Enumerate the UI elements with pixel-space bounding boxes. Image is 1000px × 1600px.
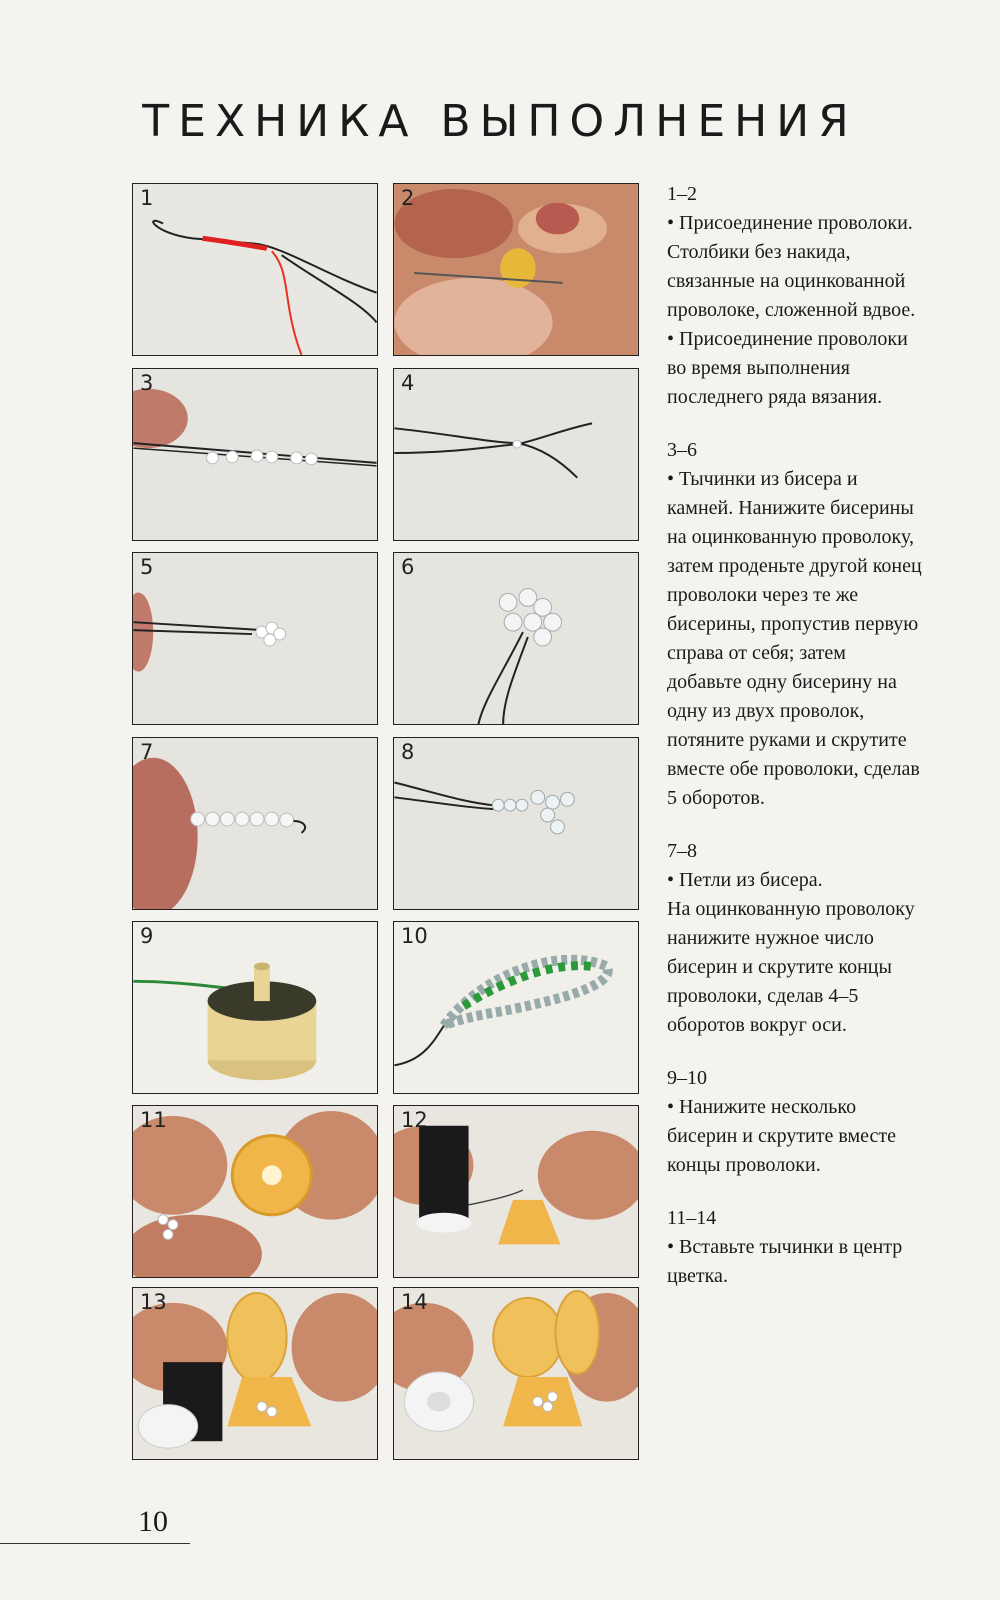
- photo-2-illustration: [394, 184, 638, 355]
- photo-6-illustration: [394, 553, 638, 724]
- photo-8-illustration: [394, 738, 638, 909]
- photo-number: 6: [401, 555, 415, 579]
- photo-11-illustration: [133, 1106, 377, 1277]
- photo-13-illustration: [133, 1288, 377, 1459]
- photo-step-7: [132, 737, 378, 910]
- step-paragraph: На оцинкованную проволоку нанижите нужное число бисерин и скрутите концы проволоки, сделав 4–5 оборотов вокруг оси.: [667, 898, 915, 1036]
- photo-step-11: [132, 1105, 378, 1278]
- photo-step-12: [393, 1105, 639, 1278]
- photo-number: 4: [401, 371, 415, 395]
- photo-number: 1: [140, 186, 154, 210]
- step-paragraph: • Присоединение проволоки во время выполнения последнего ряда вязания.: [667, 328, 908, 408]
- step-paragraph: • Тычинки из бисера и камней. Нанижите бисерины на оцинкованную проволоку, затем проденьте другой конец проволоки через те же бисерины, пропустив первую справа от себя; затем добавьте одну бисерину на одну из двух проволок, потяните руками и скрутите вместе обе проволоки, сделав 5 оборотов.: [667, 468, 922, 809]
- photo-10-illustration: [394, 922, 638, 1093]
- step-paragraph: Столбики без накида, связанные на оцинкованной проволоке, сложенной вдвое.: [667, 241, 916, 321]
- step-block-7-8: [667, 837, 922, 1040]
- photo-step-9: [132, 921, 378, 1094]
- step-range: 7–8: [667, 840, 697, 862]
- photo-12-illustration: [394, 1106, 638, 1277]
- step-paragraph: • Вставьте тычинки в центр цветка.: [667, 1236, 903, 1287]
- photo-step-6: [393, 552, 639, 725]
- photo-number: 14: [401, 1290, 428, 1314]
- photo-1-illustration: [133, 184, 377, 355]
- step-range: 11–14: [667, 1207, 717, 1229]
- step-block-9-10: [667, 1064, 922, 1180]
- footer-rule: [0, 1543, 190, 1544]
- photo-number: 2: [401, 186, 415, 210]
- photo-number: 3: [140, 371, 154, 395]
- step-block-3-6: [667, 436, 922, 813]
- step-block-1-2: [667, 180, 922, 412]
- photo-number: 10: [401, 924, 428, 948]
- photo-7-illustration: [133, 738, 377, 909]
- photo-3-illustration: [133, 369, 377, 540]
- photo-number: 12: [401, 1108, 428, 1132]
- photo-14-illustration: [394, 1288, 638, 1459]
- photo-step-10: [393, 921, 639, 1094]
- photo-number: 13: [140, 1290, 167, 1314]
- step-range: 9–10: [667, 1067, 707, 1089]
- photo-number: 7: [140, 740, 154, 764]
- photo-step-3: [132, 368, 378, 541]
- photo-number: 5: [140, 555, 154, 579]
- photo-5-illustration: [133, 553, 377, 724]
- photo-step-1: [132, 183, 378, 356]
- photo-4-illustration: [394, 369, 638, 540]
- photo-step-4: [393, 368, 639, 541]
- photo-step-5: [132, 552, 378, 725]
- instructions-column: [667, 180, 922, 1315]
- photo-step-2: [393, 183, 639, 356]
- photo-step-8: [393, 737, 639, 910]
- photo-number: 11: [140, 1108, 167, 1132]
- step-paragraph: • Нанижите несколько бисерин и скрутите вместе концы проволоки.: [667, 1096, 897, 1176]
- photo-number: 9: [140, 924, 154, 948]
- page-number: 10: [138, 1505, 168, 1538]
- step-range: 1–2: [667, 183, 697, 205]
- step-range: 3–6: [667, 439, 697, 461]
- step-paragraph: • Присоединение проволоки.: [667, 212, 913, 234]
- photo-step-14: [393, 1287, 639, 1460]
- photo-number: 8: [401, 740, 415, 764]
- photo-9-illustration: [133, 922, 377, 1093]
- step-paragraph: • Петли из бисера.: [667, 869, 823, 891]
- page-title: ТЕХНИКА ВЫПОЛНЕНИЯ: [142, 96, 858, 147]
- photo-step-13: [132, 1287, 378, 1460]
- step-block-11-14: [667, 1204, 922, 1291]
